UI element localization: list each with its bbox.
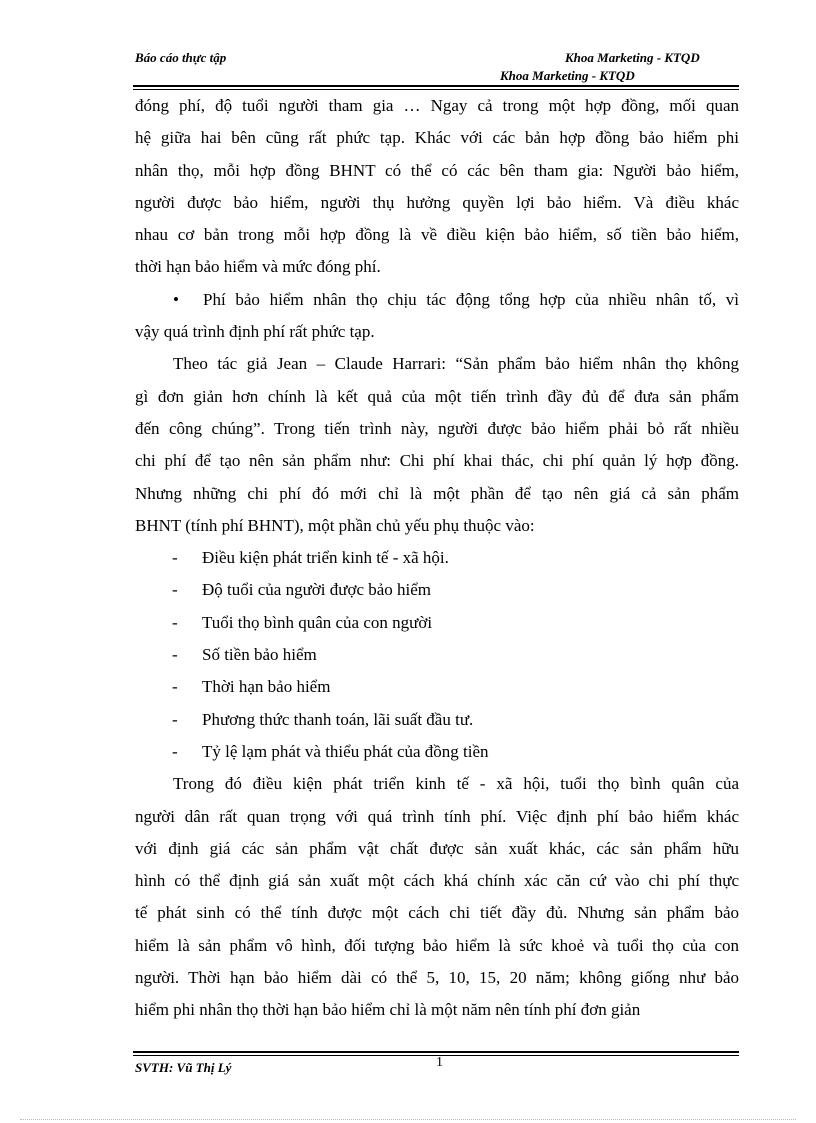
text-line: đến công chúng”. Trong tiến trình này, người được bảo hiểm phải bỏ rất nhiều xyxy=(135,418,739,438)
text-line: gì đơn giản hơn chính là kết quả của một tiến trình đầy đủ để đưa sản phẩm xyxy=(135,386,739,406)
text-line: Theo tác giả Jean – Claude Harrari: “Sản phẩm bảo hiểm nhân thọ không xyxy=(173,354,739,374)
dash-item xyxy=(135,607,739,639)
dash-icon: - xyxy=(172,645,178,665)
text-line: người. Thời hạn bảo hiểm dài có thể 5, 10, 15, 20 năm; không giống như bảo xyxy=(135,968,739,988)
header-right: Khoa Marketing - KTQD xyxy=(565,50,700,65)
text-line: chi phí để tạo nên sản phẩm như: Chi phí khai thác, chi phí quản lý hợp đồng. xyxy=(135,451,739,471)
header-rule-thick xyxy=(133,85,739,87)
text-line: người dân rất quan trọng với quá trình tính phí. Việc định phí bảo hiểm khác xyxy=(135,806,739,826)
bullet-text: Phí bảo hiểm nhân thọ chịu tác động tổng hợp của nhiều nhân tố, vì xyxy=(203,289,739,309)
header-left: Báo cáo thực tập xyxy=(135,50,227,65)
dash-item xyxy=(135,671,739,703)
text-line: nhau cơ bản trong mỗi hợp đồng là về điều kiện bảo hiểm, số tiền bảo hiểm, xyxy=(135,225,739,245)
text-line: tế phát sinh có thể tính được một cách chi tiết đầy đủ. Nhưng sản phẩm bảo xyxy=(135,903,739,923)
dash-icon: - xyxy=(172,548,178,568)
text-line: hình có thể định giá sản xuất một cách khá chính xác căn cứ vào chi phí thực xyxy=(135,871,739,891)
dash-text: Thời hạn bảo hiểm xyxy=(202,677,331,697)
text-line: BHNT (tính phí BHNT), một phần chủ yếu phụ thuộc vào: xyxy=(135,515,535,535)
dash-item xyxy=(135,639,739,671)
dash-text: Điều kiện phát triển kinh tế - xã hội. xyxy=(202,548,449,568)
text-line: người được bảo hiểm, người thụ hưởng quyền lợi bảo hiểm. Và điều khác xyxy=(135,192,739,212)
bullet-icon: • xyxy=(173,289,179,309)
text-line: vậy quá trình định phí rất phức tạp. xyxy=(135,322,375,342)
dash-icon: - xyxy=(172,677,178,697)
dash-item xyxy=(135,542,739,574)
text-line: thời hạn bảo hiểm và mức đóng phí. xyxy=(135,257,381,277)
dash-text: Phương thức thanh toán, lãi suất đầu tư. xyxy=(202,709,474,729)
footer-author: SVTH: Vũ Thị Lý xyxy=(135,1060,232,1075)
dash-item xyxy=(135,736,739,768)
dash-text: Số tiền bảo hiểm xyxy=(202,645,317,665)
text-line: hiểm là sản phẩm vô hình, đối tượng bảo hiểm là sức khoẻ và tuổi thọ của con xyxy=(135,935,739,955)
text-line: Trong đó điều kiện phát triển kinh tế - xã hội, tuổi thọ bình quân của xyxy=(173,774,739,794)
footer-rule-thick xyxy=(133,1051,739,1053)
dash-item xyxy=(135,704,739,736)
header-right-repeat: Khoa Marketing - KTQD xyxy=(500,68,635,83)
text-line: với định giá các sản phẩm vật chất được sản xuất khác, các sản phẩm hữu xyxy=(135,838,739,858)
dash-item xyxy=(135,574,739,606)
text-line: đóng phí, độ tuổi người tham gia … Ngay cả trong một hợp đồng, mối quan xyxy=(135,96,739,115)
dash-icon: - xyxy=(172,741,178,761)
dash-icon: - xyxy=(172,580,178,600)
document-body xyxy=(135,90,739,1027)
dash-text: Tỷ lệ lạm phát và thiểu phát của đồng tiền xyxy=(202,741,489,761)
bullet-item xyxy=(135,284,739,316)
text-line: hệ giữa hai bên cũng rất phức tạp. Khác với các bản hợp đồng bảo hiểm phi xyxy=(135,128,739,148)
page-number: 1 xyxy=(436,1055,443,1070)
dash-icon: - xyxy=(172,612,178,632)
dash-text: Tuổi thọ bình quân của con người xyxy=(202,612,433,632)
page-bottom-dotted-line xyxy=(20,1119,796,1120)
dash-icon: - xyxy=(172,709,178,729)
dash-text: Độ tuổi của người được bảo hiểm xyxy=(202,580,432,600)
text-line: hiểm phi nhân thọ thời hạn bảo hiểm chỉ là một năm nên tính phí đơn giản xyxy=(135,1000,641,1020)
text-line: Nhưng những chi phí đó mới chỉ là một phần để tạo nên giá cả sản phẩm xyxy=(135,483,739,503)
text-line: nhân thọ, mỗi hợp đồng BHNT có thể có các bên tham gia: Người bảo hiểm, xyxy=(135,160,739,180)
